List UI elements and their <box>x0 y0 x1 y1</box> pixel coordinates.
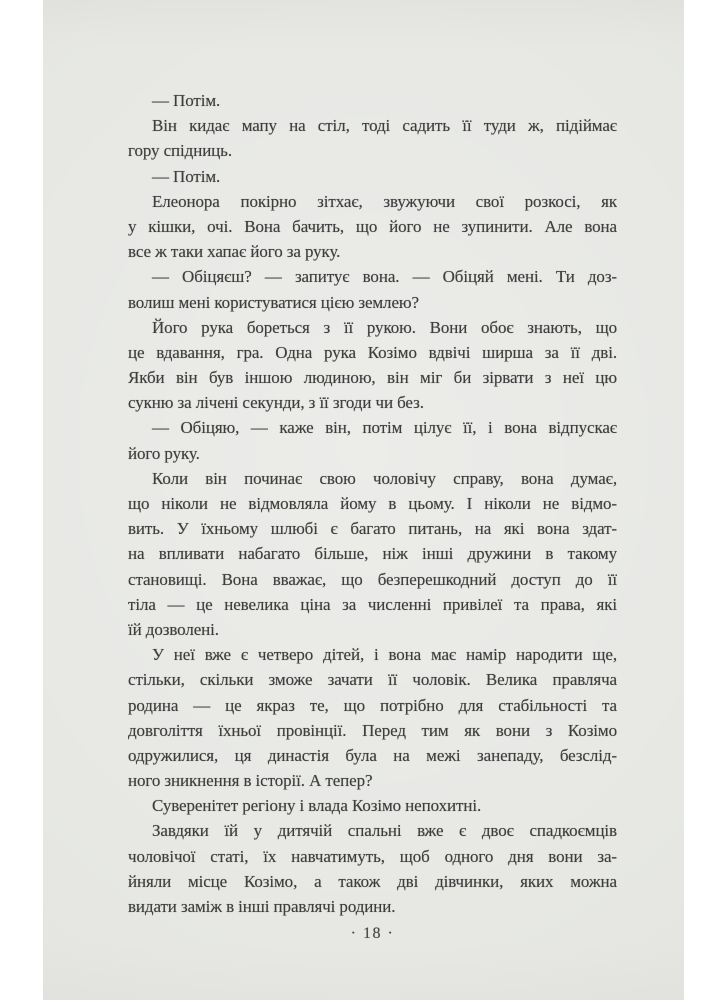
text-line: волиш мені користуватися цією землею? <box>128 292 419 312</box>
text-line: йняли місце Козімо, а також дві дівчинки, яких можна <box>128 871 617 891</box>
text-line: одружилися, ця династія була на межі занепаду, безслід- <box>128 745 617 765</box>
text-line: що ніколи не відмовляла йому в цьому. І ніколи не відмо- <box>128 494 617 513</box>
text-line: Елеонора покірно зітхає, звужуючи свої розкосі, як <box>152 191 617 211</box>
text-line: це вдавання, гра. Одна рука Козімо вдвічі ширша за її дві. <box>128 342 617 362</box>
text-line: стільки, скільки зможе зачати її чоловік. Велика правляча <box>128 670 617 690</box>
text-line: У неї вже є четверо дітей, і вона має намір народити ще, <box>152 645 617 665</box>
text-line: — Потім. <box>152 166 221 186</box>
text-line: вить. У їхньому шлюбі є багато питань, на які вона здат- <box>128 519 617 539</box>
text-line: Суверенітет регіону і влада Козімо непохитні. <box>152 796 482 816</box>
text-line: видати заміж в інші правлячі родини. <box>128 897 396 916</box>
text-line: родина — це якраз те, що потрібно для стабільності та <box>128 695 617 715</box>
page-number: · 18 · <box>350 925 395 942</box>
text-line: на впливати набагато більше, ніж інші дружини в такому <box>128 544 617 564</box>
text-line: Його рука бореться з її рукою. Вони обоє знають, що <box>152 317 617 337</box>
page-margin-right <box>684 0 728 1000</box>
text-line: — Обіцяю, — каже він, потім цілує її, і вона відпускає <box>152 418 617 438</box>
text-line: Якби він був іншою людиною, він міг би зірвати з неї цю <box>128 368 617 388</box>
text-line: їй дозволені. <box>128 619 219 639</box>
book-page <box>43 0 684 1000</box>
page-margin-left <box>0 0 43 1000</box>
text-line: ного зникнення в історії. А тепер? <box>128 771 373 791</box>
text-line: — Обіцяєш? — запитує вона. — Обіцяй мені. Ти доз- <box>152 267 617 287</box>
text-line: Він кидає мапу на стіл, тоді садить її туди ж, підіймає <box>152 116 617 136</box>
text-line: довголіття їхньої провінції. Перед тим як вони з Козімо <box>128 720 617 740</box>
text-line: Коли він починає свою чоловічу справу, вона думає, <box>152 468 617 488</box>
text-line: — Потім. <box>152 91 221 110</box>
text-line: все ж таки хапає його за руку. <box>128 242 341 262</box>
text-line: сукню за лічені секунди, з її згоди чи без. <box>128 393 424 413</box>
text-block <box>128 88 617 919</box>
text-line: чоловічої статі, їх навчатимуть, щоб одного дня вони за- <box>128 846 617 866</box>
text-line: у кішки, очі. Вона бачить, що його не зупинити. Але вона <box>128 216 617 236</box>
text-line: його руку. <box>128 443 200 463</box>
text-line: Завдяки їй у дитячій спальні вже є двоє спадкоємців <box>152 821 617 841</box>
text-line: гору спідниць. <box>128 141 232 161</box>
text-line: тіла — це невелика ціна за численні привілеї та права, які <box>128 594 617 614</box>
text-line: становищі. Вона вважає, що безперешкодний доступ до її <box>128 569 617 589</box>
